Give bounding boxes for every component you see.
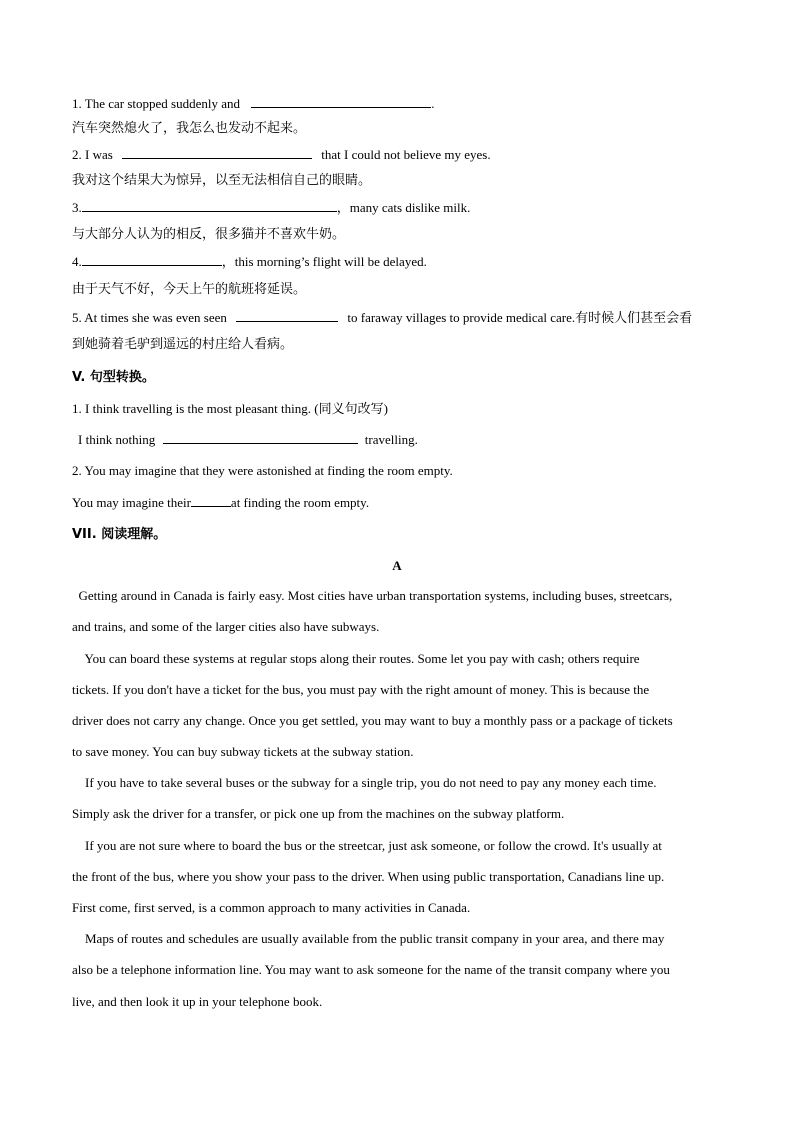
answer-blank[interactable] [191, 494, 231, 507]
question-text: ，this morning’s flight will be delayed. [221, 254, 427, 269]
answer-blank[interactable] [236, 309, 338, 322]
question-text: You may imagine their [72, 495, 191, 510]
passage-line: live, and then look it up in your telephone book. [72, 994, 323, 1009]
question-4-5-chinese-b: 到她骑着毛驴到遥远的村庄给人看病。 [72, 337, 294, 352]
question-4-1-chinese: 汽车突然熄火了，我怎么也发动不起来。 [72, 121, 307, 136]
answer-blank[interactable] [163, 431, 358, 444]
question-4-3-chinese: 与大部分人认为的相反，很多猫并不喜欢牛奶。 [72, 227, 346, 242]
question-text: 1. The car stopped suddenly and [72, 96, 240, 111]
question-4-4-chinese: 由于天气不好，今天上午的航班将延误。 [72, 282, 307, 297]
question-text: that I could not believe my eyes. [321, 147, 491, 162]
question-4-1 [72, 95, 727, 113]
section-7-heading: VII. 阅读理解。 [72, 527, 167, 542]
question-text: at finding the room empty. [230, 495, 370, 510]
question-4-2 [72, 146, 727, 164]
passage-line: driver does not carry any change. Once you get settled, you may want to buy a monthly pass or a package of tickets [72, 713, 673, 728]
question-text: . [431, 96, 435, 111]
passage-line: You can board these systems at regular stops along their routes. Some let you pay with cash; others require [72, 651, 640, 666]
answer-blank[interactable] [82, 199, 337, 212]
passage-line: If you are not sure where to board the bus or the streetcar, just ask someone, or follow the crowd. It's usually at [72, 838, 662, 853]
passage-line: also be a telephone information line. You may want to ask someone for the name of the transit company where you [72, 962, 670, 977]
question-text: I think nothing [78, 432, 156, 447]
question-5-1-answer-line [78, 431, 733, 449]
question-text: to faraway villages to provide medical care. [347, 310, 576, 325]
question-4-2-chinese: 我对这个结果大为惊异，以至无法相信自己的眼睛。 [72, 173, 372, 188]
passage-label: A [392, 558, 402, 573]
question-text: ，many cats dislike milk. [336, 200, 471, 215]
question-4-4 [72, 253, 727, 271]
answer-blank[interactable] [82, 253, 222, 266]
question-4-5 [72, 309, 727, 328]
passage-line: First come, first served, is a common approach to many activities in Canada. [72, 900, 471, 915]
question-5-2: 2. You may imagine that they were astonished at finding the room empty. [72, 463, 453, 478]
question-text: 4. [72, 254, 82, 269]
passage-line: If you have to take several buses or the subway for a single trip, you do not need to pay any money each time. [72, 775, 657, 790]
question-text: 5. At times she was even seen [72, 310, 227, 325]
question-4-3 [72, 199, 727, 217]
answer-blank[interactable] [122, 146, 312, 159]
passage-line: Getting around in Canada is fairly easy. Most cities have urban transportation systems, including buses, streetcars, [72, 588, 673, 603]
question-text: 3. [72, 200, 82, 215]
question-4-5-chinese-a: 有时候人们甚至会看 [575, 311, 693, 326]
passage-line: tickets. If you don't have a ticket for the bus, you must pay with the right amount of money. This is because the [72, 682, 650, 697]
passage-line: the front of the bus, where you show your pass to the driver. When using public transportation, Canadians line up. [72, 869, 665, 884]
question-text: travelling. [364, 432, 418, 447]
question-text: 2. I was [72, 147, 113, 162]
question-5-1: 1. I think travelling is the most pleasant thing. (同义句改写) [72, 401, 388, 416]
passage-line: Simply ask the driver for a transfer, or pick one up from the machines on the subway platform. [72, 806, 565, 821]
passage-line: Maps of routes and schedules are usually available from the public transit company in your area, and there may [72, 931, 665, 946]
passage-line: and trains, and some of the larger cities also have subways. [72, 619, 380, 634]
question-5-2-answer-line [72, 494, 727, 512]
answer-blank[interactable] [251, 95, 431, 108]
passage-line: to save money. You can buy subway tickets at the subway station. [72, 744, 414, 759]
section-5-heading: V. 句型转换。 [72, 370, 155, 385]
